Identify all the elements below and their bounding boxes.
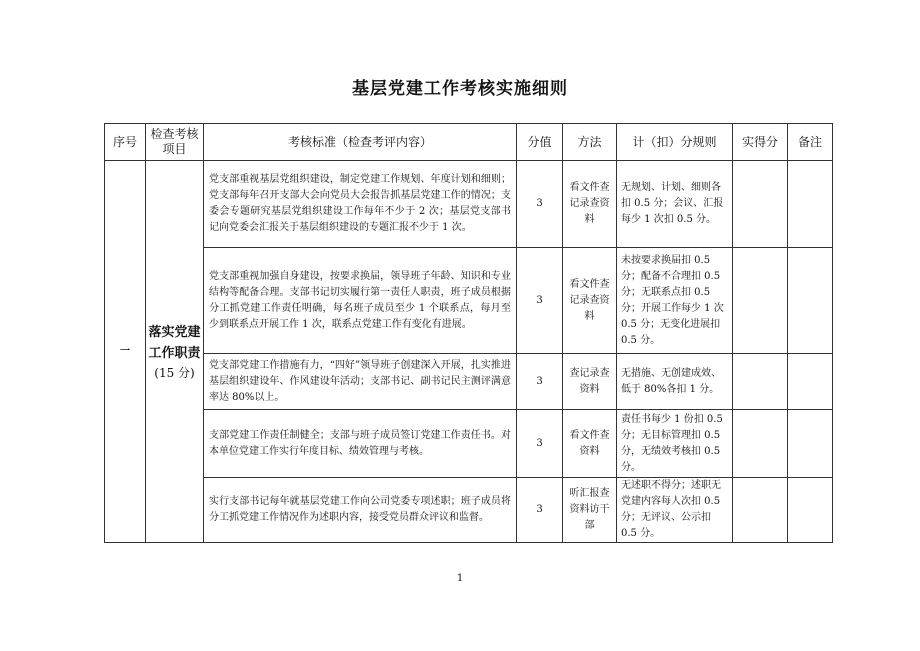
score-cell: 3 [517, 354, 563, 410]
method-cell: 看文件查记录查资料 [563, 248, 617, 354]
remark-cell [788, 410, 833, 478]
assessment-table [104, 123, 833, 543]
section-item-points: (15 分) [154, 365, 195, 380]
criteria-cell: 党支部重视基层党组织建设，制定党建工作规划、年度计划和细则；党支部每年召开支部大会向党员大会报告抓基层党建工作的情况；支委会专题研究基层党组织建设工作每年不少于 2 次；基层党支部书记向党委会汇报关于基层组织建设的专题汇报不少于 1 次。 [204, 161, 517, 248]
remark-cell [788, 248, 833, 354]
rule-cell: 未按要求换届扣 0.5 分；配备不合理扣 0.5 分；无联系点扣 0.5 分；开展工作每少 1 次 0.5 分；无变化进展扣 0.5 分。 [617, 248, 733, 354]
rule-cell: 无规划、计划、细则各扣 0.5 分；会议、汇报每少 1 次扣 0.5 分。 [617, 161, 733, 248]
score-cell: 3 [517, 478, 563, 543]
table-row [105, 161, 833, 248]
header-remark: 备注 [788, 124, 833, 161]
header-actual: 实得分 [733, 124, 788, 161]
score-cell: 3 [517, 248, 563, 354]
rule-cell: 无述职不得分；述职无党建内容每人次扣 0.5 分；无评议、公示扣 0.5 分。 [617, 478, 733, 543]
rule-cell: 责任书每少 1 份扣 0.5 分；无目标管理扣 0.5 分，无绩效考核扣 0.5 分。 [617, 410, 733, 478]
remark-cell [788, 354, 833, 410]
score-cell: 3 [517, 410, 563, 478]
criteria-cell: 支部党建工作责任制健全；支部与班子成员签订党建工作责任书。对本单位党建工作实行年度目标、绩效管理与考核。 [204, 410, 517, 478]
criteria-cell: 党支部重视加强自身建设，按要求换届，领导班子年龄、知识和专业结构等配备合理。支部书记切实履行第一责任人职责，班子成员根据分工抓党建工作责任明确，每名班子成员至少 1 个联系点，每月至少到联系点开展工作 1 次，联系点党建工作有变化有进展。 [204, 248, 517, 354]
table-row [105, 410, 833, 478]
section-item-name: 落实党建工作职责 [148, 324, 201, 361]
table-row [105, 248, 833, 354]
page-number: 1 [456, 573, 464, 584]
actual-score-cell [733, 478, 788, 543]
score-cell: 3 [517, 161, 563, 248]
method-cell: 看文件查记录查资料 [563, 161, 617, 248]
table-row [105, 478, 833, 543]
criteria-cell: 党支部党建工作措施有力，“四好”领导班子创建深入开展，扎实推进基层组织建设年、作风建设年活动；支部书记、副书记民主测评满意率达 80%以上。 [204, 354, 517, 410]
remark-cell [788, 161, 833, 248]
actual-score-cell [733, 354, 788, 410]
document-title: 基层党建工作考核实施细则 [352, 79, 568, 99]
table-row [105, 354, 833, 410]
actual-score-cell [733, 410, 788, 478]
header-row [105, 124, 833, 161]
rule-cell: 无措施、无创建成效、低于 80%各扣 1 分。 [617, 354, 733, 410]
method-cell: 看文件查资料 [563, 410, 617, 478]
header-item: 检查考核项目 [146, 124, 204, 161]
remark-cell [788, 478, 833, 543]
actual-score-cell [733, 161, 788, 248]
header-method: 方法 [563, 124, 617, 161]
header-seq: 序号 [105, 124, 146, 161]
header-rule: 计（扣）分规则 [617, 124, 733, 161]
header-criteria: 考核标准（检查考评内容） [204, 124, 517, 161]
method-cell: 听汇报查资料访干部 [563, 478, 617, 543]
criteria-cell: 实行支部书记每年就基层党建工作向公司党委专项述职；班子成员将分工抓党建工作情况作为述职内容，接受党员群众评议和监督。 [204, 478, 517, 543]
method-cell: 查记录查资料 [563, 354, 617, 410]
header-score: 分值 [517, 124, 563, 161]
section-seq: 一 [105, 161, 146, 543]
actual-score-cell [733, 248, 788, 354]
section-item [146, 161, 204, 543]
